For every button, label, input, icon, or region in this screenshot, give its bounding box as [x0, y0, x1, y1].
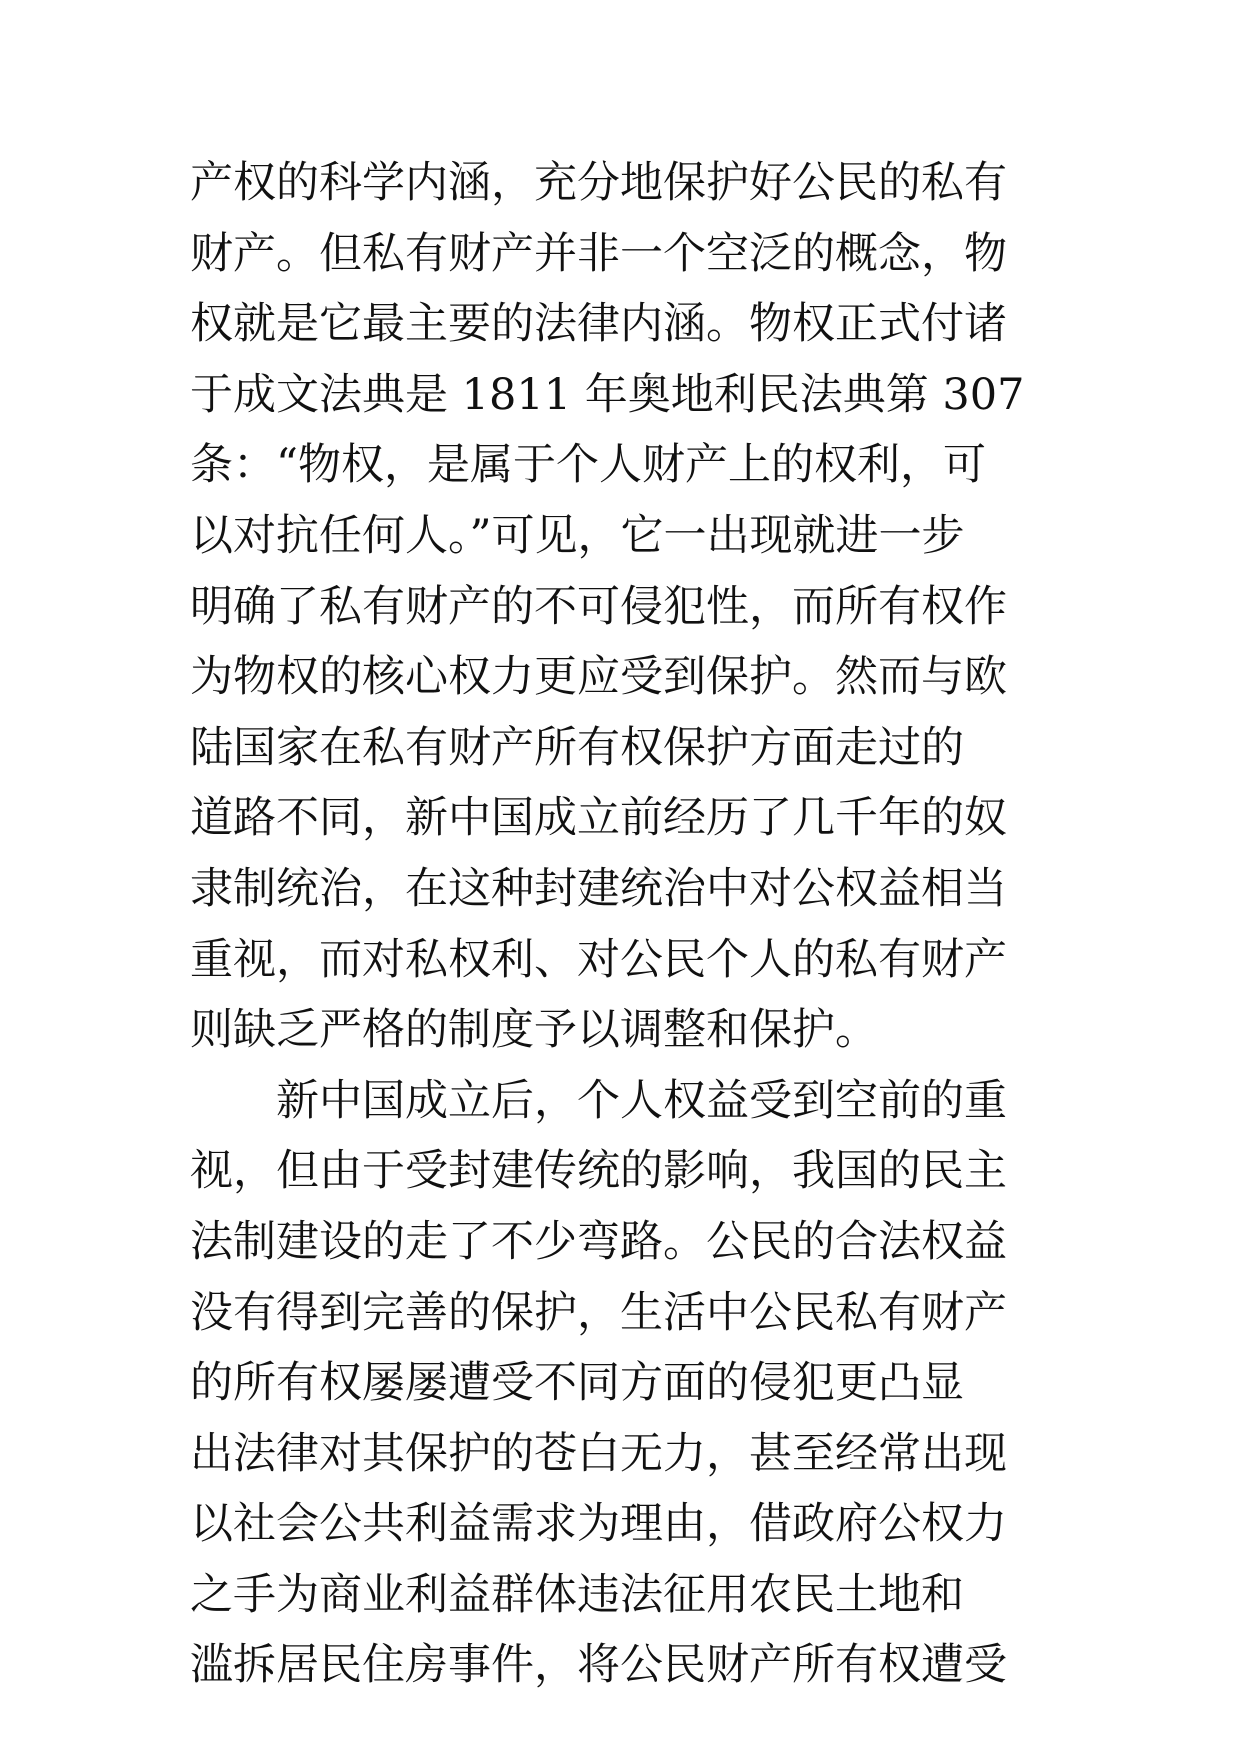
text-line: 于成文法典是 1811 年奥地利民法典第 307: [190, 369, 1025, 420]
text-line: 则缺乏严格的制度予以调整和保护。: [190, 1005, 878, 1056]
text-line: 明确了私有财产的不可侵犯性，而所有权作: [190, 581, 1007, 632]
text-line: 滥拆居民住房事件，将公民财产所有权遭受: [190, 1640, 1007, 1691]
text-line: 条：“物权，是属于个人财产上的权利，可: [190, 440, 986, 491]
text-line: 产权的科学内涵，充分地保护好公民的私有: [190, 158, 1007, 208]
text-line: 为物权的核心权力更应受到保护。然而与欧: [190, 652, 1007, 703]
text-line: 的所有权屡屡遭受不同方面的侵犯更凸显: [190, 1358, 964, 1409]
text-line: 重视，而对私权利、对公民个人的私有财产: [190, 934, 1007, 985]
text-line: 以对抗任何人。”可见，它一出现就进一步: [190, 510, 965, 561]
text-line: 隶制统治，在这种封建统治中对公权益相当: [190, 863, 1007, 914]
text-line: 出法律对其保护的苍白无力，甚至经常出现: [190, 1428, 1007, 1479]
text-line: 陆国家在私有财产所有权保护方面走过的: [190, 722, 964, 773]
paragraph-start-line: 新中国成立后，个人权益受到空前的重: [190, 1075, 1007, 1126]
text-line: 法制建设的走了不少弯路。公民的合法权益: [190, 1216, 1007, 1267]
text-line: 视，但由于受封建传统的影响，我国的民主: [190, 1146, 1007, 1197]
text-line: 财产。但私有财产并非一个空泛的概念，物: [190, 228, 1007, 279]
text-line: 道路不同，新中国成立前经历了几千年的奴: [190, 793, 1007, 844]
text-line: 以社会公共利益需求为理由，借政府公权力: [190, 1499, 1007, 1550]
text-line: 权就是它最主要的法律内涵。物权正式付诸: [190, 299, 1007, 350]
text-line: 之手为商业利益群体违法征用农民土地和: [190, 1569, 964, 1620]
body-text: [190, 148, 1070, 1701]
text-line: 没有得到完善的保护，生活中公民私有财产: [190, 1287, 1007, 1338]
